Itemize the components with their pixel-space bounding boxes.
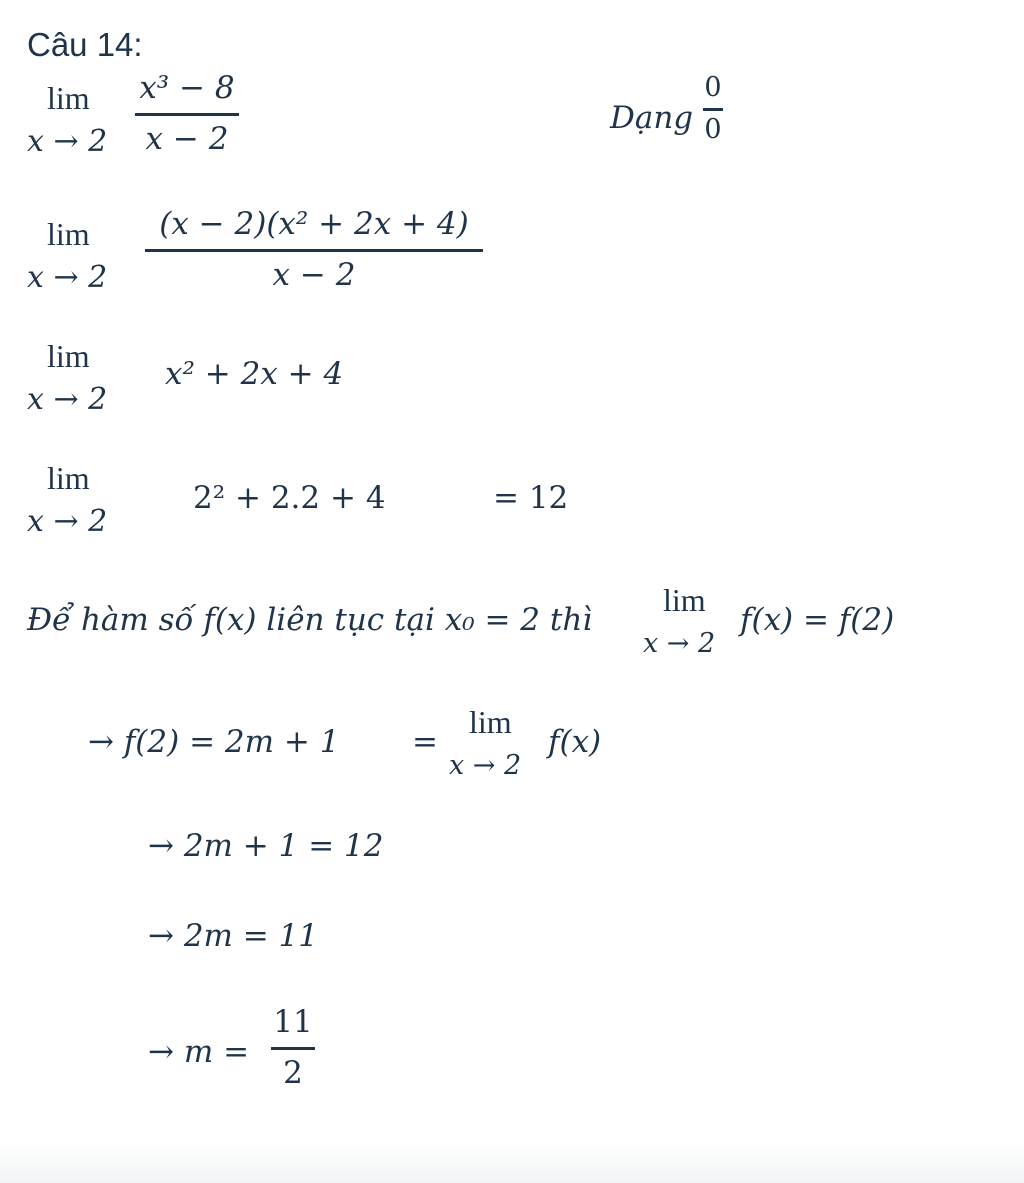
answer-denominator: 2 [283, 1054, 303, 1091]
answer-fraction [271, 1004, 315, 1091]
step2-numerator: (x − 2)(x² + 2x + 4) [159, 206, 469, 242]
lim-approach: x → 2 [27, 124, 108, 159]
condition-text: Để hàm số f(x) liên tục tại x₀ = 2 thì [27, 602, 593, 638]
lim-label: lim [47, 460, 90, 496]
step3-expression: x² + 2x + 4 [165, 356, 344, 392]
form-fraction [703, 72, 723, 145]
deriv1-equals: = [412, 724, 438, 760]
form-denominator: 0 [704, 113, 722, 145]
step1-numerator: x³ − 8 [139, 70, 235, 106]
lim-approach: x → 2 [27, 382, 108, 417]
deriv4-lhs: → m = [148, 1034, 250, 1070]
step4-result: = 12 [493, 480, 569, 516]
step2-denominator: x − 2 [272, 256, 356, 293]
derivation-step-3: → 2m = 11 [148, 918, 319, 954]
condition-rhs: f(x) = f(2) [740, 602, 895, 638]
step1-fraction [135, 70, 239, 157]
deriv1-rhs: f(x) [548, 724, 602, 760]
lim-approach: x → 2 [27, 504, 108, 539]
lim-approach: x → 2 [643, 628, 716, 659]
lim-label: lim [663, 582, 706, 618]
fraction-bar [135, 113, 239, 116]
step2-fraction [145, 206, 483, 293]
step4-expression: 2² + 2.2 + 4 [193, 480, 386, 516]
form-label: Dạng [610, 100, 694, 136]
step1-denominator: x − 2 [145, 120, 229, 157]
question-title: Câu 14: [27, 26, 143, 63]
fraction-bar [271, 1047, 315, 1050]
lim-label: lim [469, 704, 512, 740]
page-bottom-shade [0, 1141, 1024, 1183]
form-numerator: 0 [704, 72, 722, 103]
lim-label: lim [47, 338, 90, 374]
answer-numerator: 11 [273, 1004, 313, 1040]
fraction-bar [145, 249, 483, 252]
lim-label: lim [47, 216, 90, 252]
deriv1-lhs: → f(2) = 2m + 1 [88, 724, 340, 760]
lim-approach: x → 2 [27, 260, 108, 295]
fraction-bar [703, 108, 723, 111]
lim-label: lim [47, 80, 90, 116]
derivation-step-2: → 2m + 1 = 12 [148, 828, 384, 864]
lim-approach: x → 2 [449, 750, 522, 781]
